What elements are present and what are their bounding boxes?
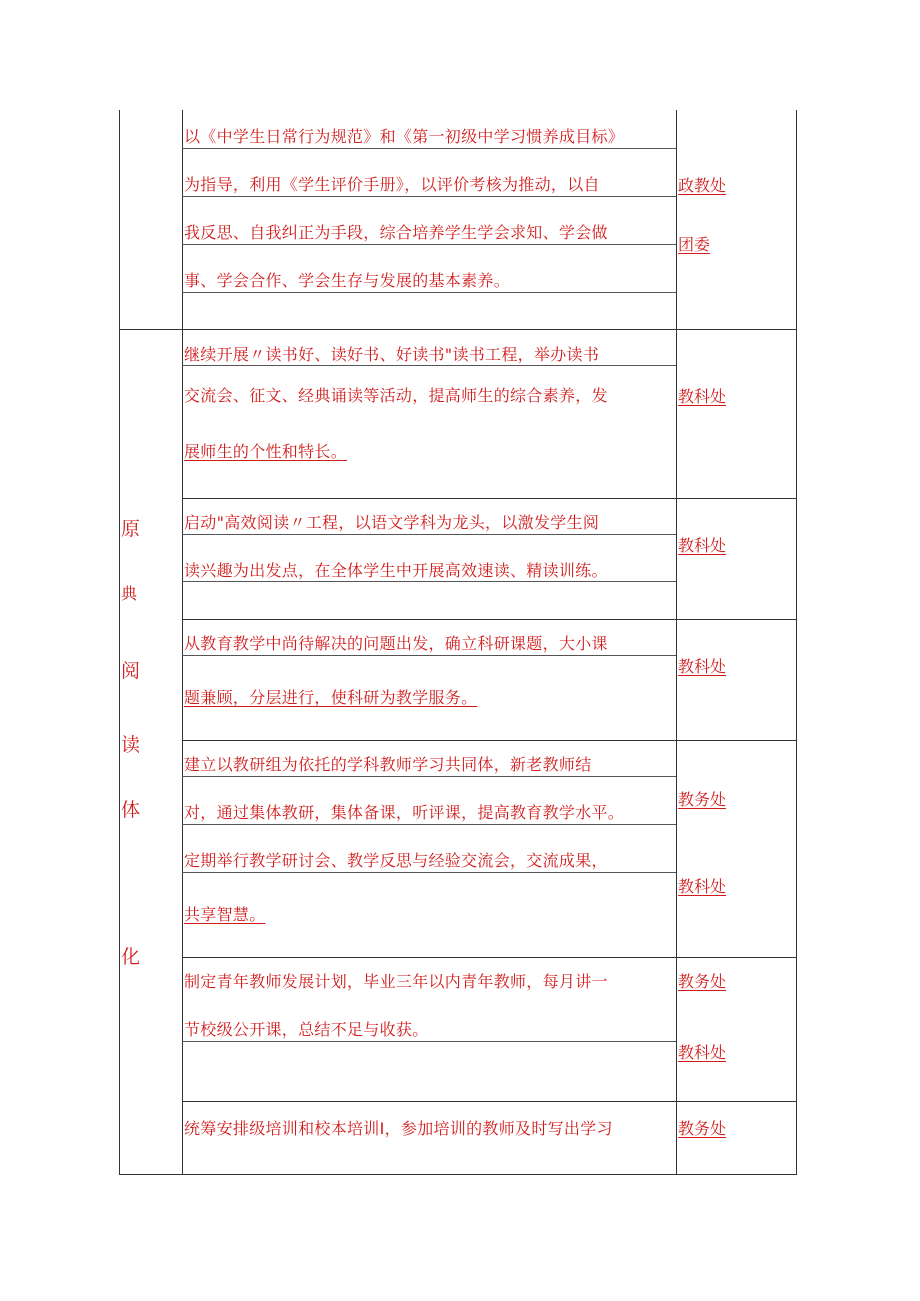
category-char: 化 [121,946,141,968]
writing-line [182,655,676,656]
dept-label: 教科处 [678,877,727,896]
table-border-bottom [119,1174,797,1175]
category-char: 阅 [121,660,141,682]
table-border-col3 [676,110,677,1175]
content-line: 对，通过集体教研，集体备课，听评课，提高教育教学水平。 [184,803,625,822]
writing-line [182,581,676,582]
dept-label: 团委 [678,235,711,254]
content-line: 交流会、征文、经典诵读等活动，提高师生的综合素养，发 [184,386,608,405]
writing-line [182,292,676,293]
content-line: 共享智慧。 [184,905,266,924]
dept-label: 教务处 [678,972,727,991]
content-line: 事、学会合作、学会生存与发展的基本素养。 [184,271,511,290]
table-border-left [119,110,120,1175]
writing-line [182,244,676,245]
dept-label: 教务处 [678,790,727,809]
category-char: 原 [121,518,141,540]
content-line: 为指导，利用《学生评价手册》，以评价考核为推动，以自 [184,175,600,194]
content-line: 启动"高效阅读〃工程，以语文学科为龙头，以激发学生阅 [184,513,600,532]
content-line: 读兴趣为出发点，在全体学生中开展高效速读、精读训练。 [184,561,608,580]
writing-line [182,824,676,825]
writing-line [182,365,676,366]
content-line: 从教育教学中尚待解决的问题出发，确立科研课题，大小课 [184,634,608,653]
table-border-right [796,110,797,1175]
writing-line [182,872,676,873]
dept-label: 教科处 [678,657,727,676]
row-divider [182,619,797,620]
dept-label: 教务处 [678,1119,727,1138]
content-line: 题兼顾，分层进行，使科研为教学服务。 [184,688,478,707]
content-line: 节校级公开课，总结不足与收获。 [184,1020,429,1039]
row-divider [182,740,797,741]
table-border-col2 [182,110,183,1175]
content-line: 继续开展〃读书好、读好书、好读书"读书工程，举办读书 [184,345,600,364]
category-char: 读 [121,734,141,756]
dept-label: 教科处 [678,1043,727,1062]
content-line: 制定青年教师发展计划，毕业三年以内青年教师，每月讲一 [184,972,608,991]
row-divider [182,957,797,958]
content-line: 以《中学生日常行为规范》和《第一初级中学习惯养成目标》 [184,127,625,146]
row-divider [182,498,797,499]
content-line: 展师生的个性和特长。 [184,442,348,461]
content-line: 定期举行教学研讨会、教学反思与经验交流会，交流成果， [184,851,608,870]
dept-label: 教科处 [678,387,727,406]
writing-line [182,196,676,197]
dept-label: 教科处 [678,536,727,555]
writing-line [182,776,676,777]
writing-line [182,534,676,535]
content-line: 建立以教研组为依托的学科教师学习共同体，新老教师结 [184,755,592,774]
content-line: 统筹安排级培训和校本培训I，参加培训的教师及时写出学习 [184,1119,613,1138]
category-char: 典 [121,584,138,603]
content-line: 我反思、自我纠正为手段，综合培养学生学会求知、学会做 [184,223,608,242]
category-char: 体 [121,799,141,821]
row-divider [182,1101,797,1102]
dept-label: 政教处 [678,176,727,195]
row-divider [119,329,797,330]
writing-line [182,148,676,149]
writing-line [182,1041,676,1042]
